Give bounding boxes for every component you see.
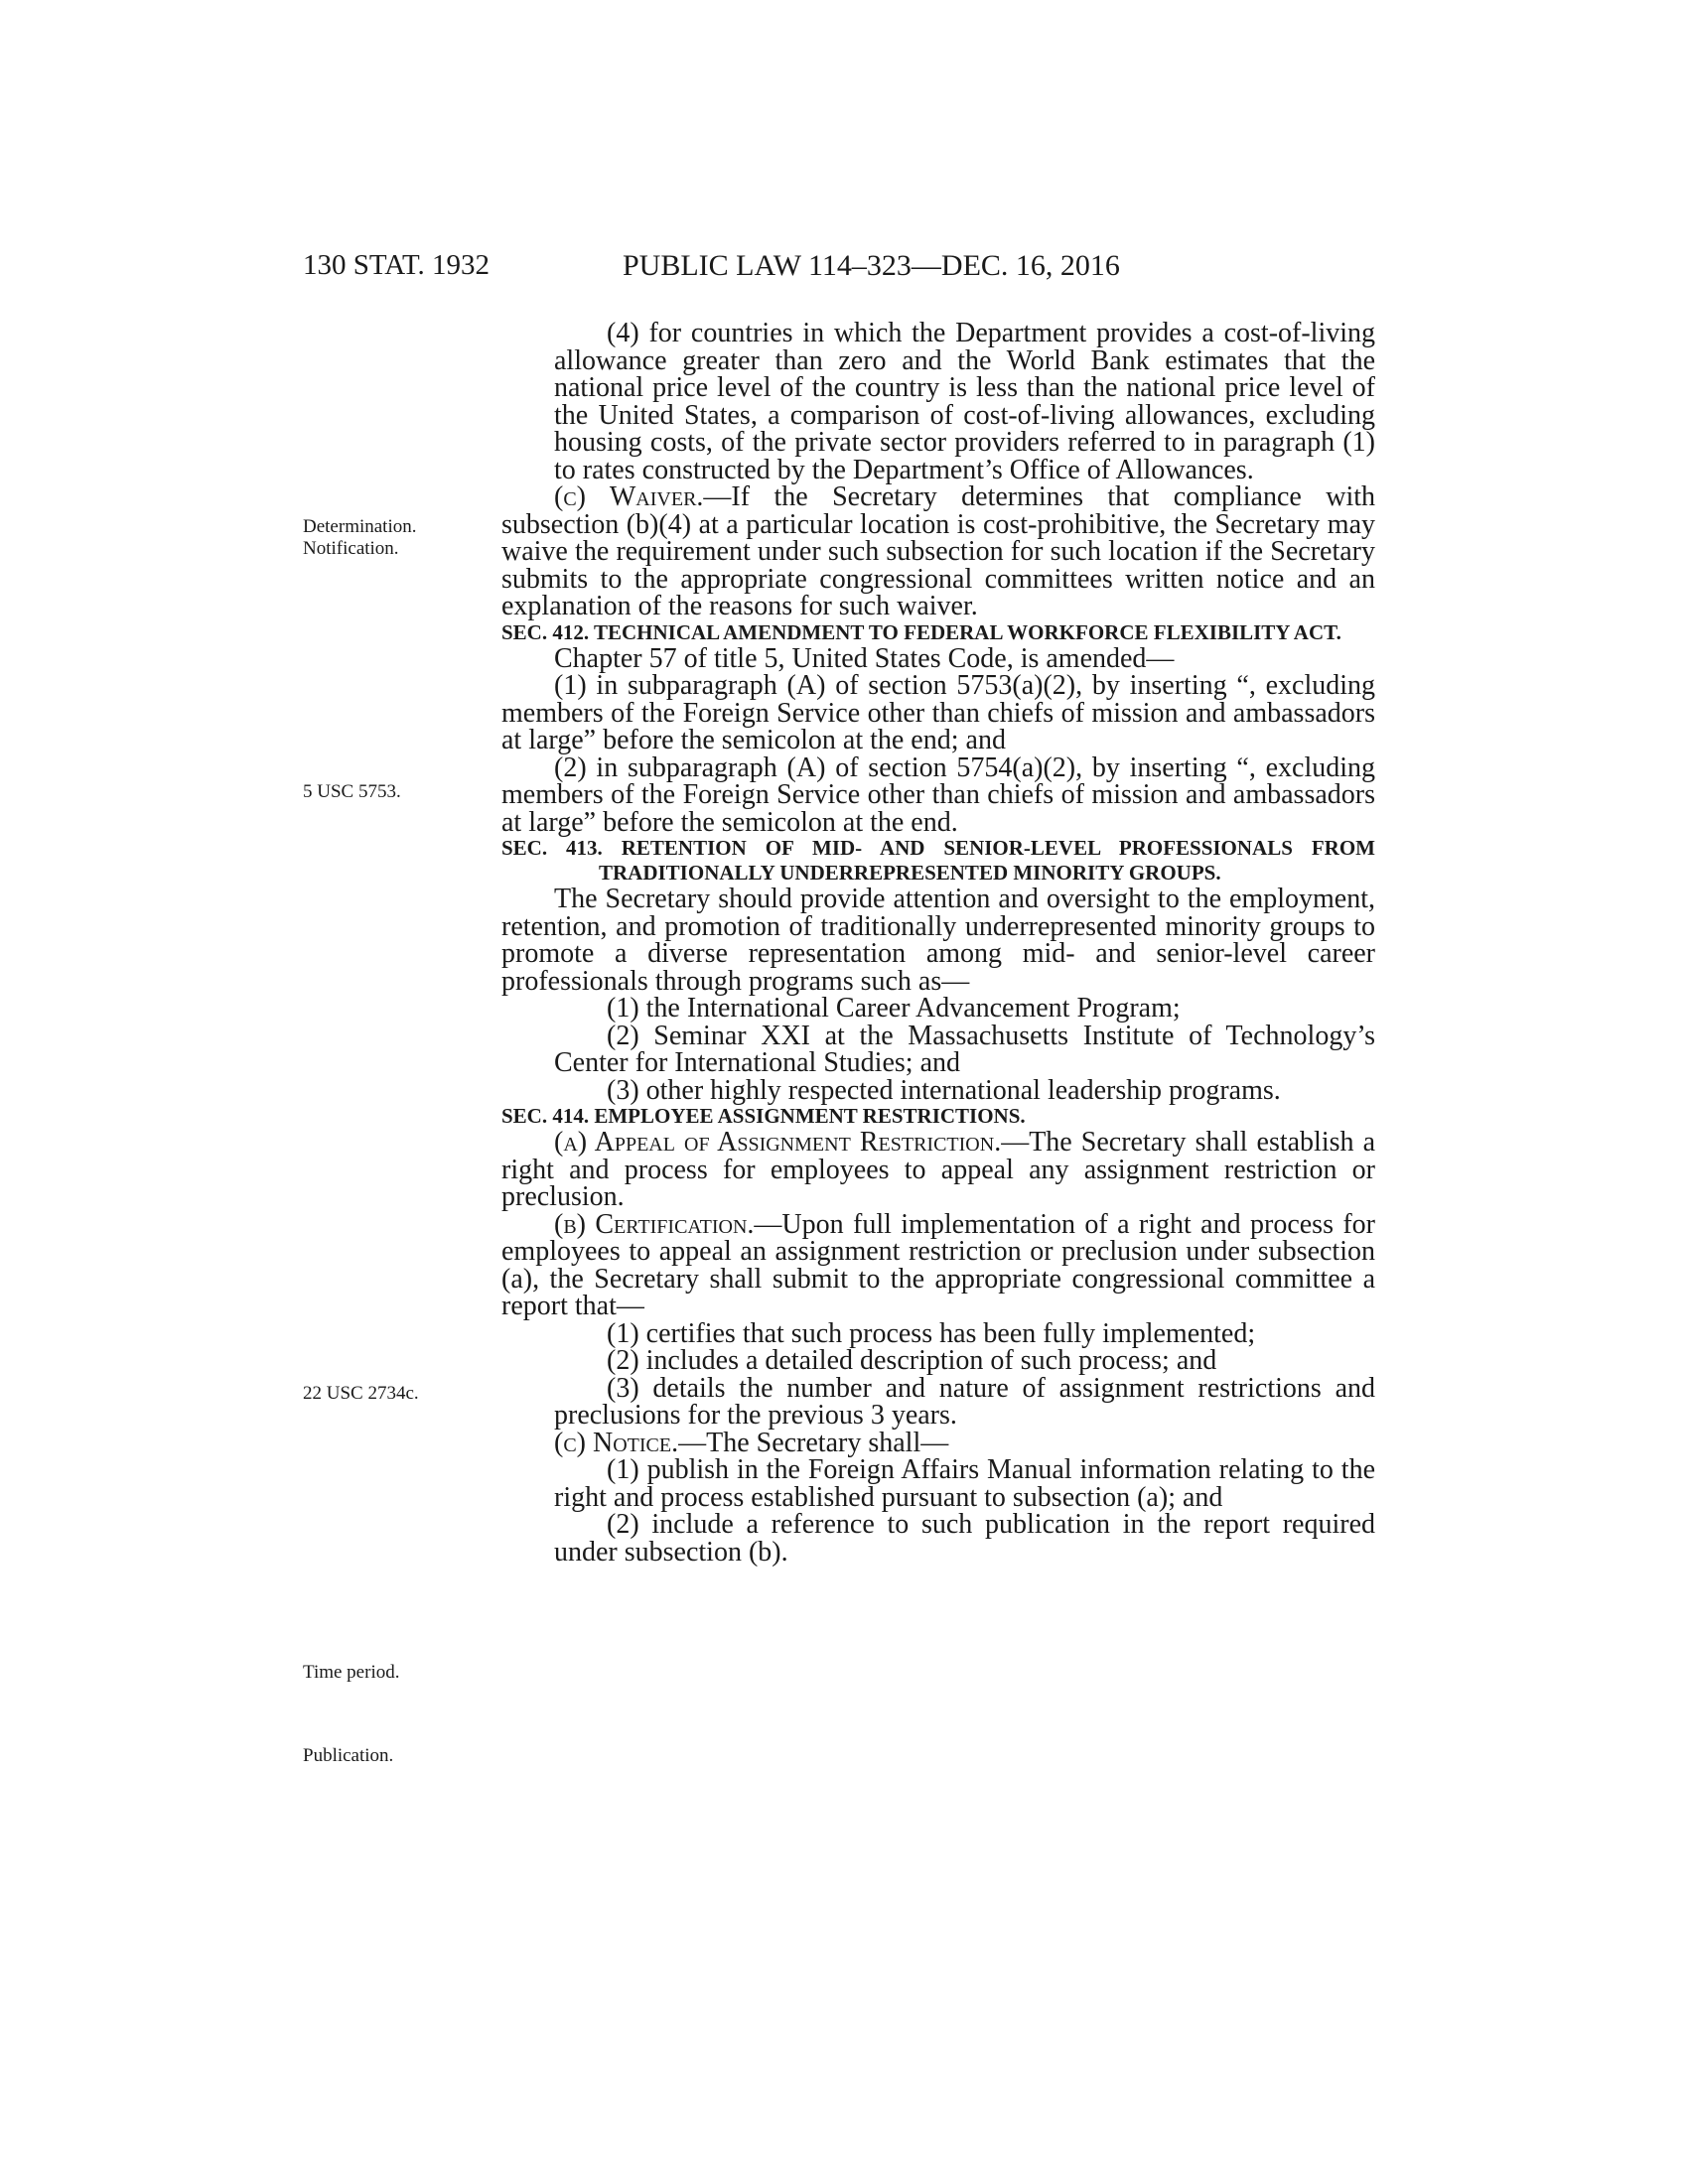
section-414-b xyxy=(501,1208,1376,1321)
section-414-heading: SEC. 414. EMPLOYEE ASSIGNMENT RESTRICTIONS. xyxy=(501,1104,1026,1128)
section-414-a-text: —The Secretary shall establish a right and process for employees to appeal any assignment restriction or preclusion. xyxy=(501,1127,1375,1212)
waiver-text: —If the Secretary determines that compliance with subsection (b)(4) at a particular location is cost-prohibitive, the Secretary may waive the requirement under such subsection for such location if the Secretary submits to the appropriate congressional committees written notice and an explanation of the reasons for such waiver. xyxy=(501,481,1376,621)
paragraph-4: (4) for countries in which the Department provides a cost-of-living allowance greater than zero and the World Bank estimates that the national price level of the country is less than the national price level of the United States, a comparison of cost-of-living allowances, excluding housing costs, of the private sector providers referred to in paragraph (1) to rates constructed by the Department’s Office of Allowances. xyxy=(554,318,1375,485)
subsection-c-waiver xyxy=(501,483,1375,620)
margin-note-publication: Publication. xyxy=(303,1745,394,1766)
page-number: 130 STAT. 1932 xyxy=(303,249,491,281)
section-414-b-item-3: (3) details the number and nature of assignment restrictions and preclusions for the previous 3 years. xyxy=(554,1372,1375,1431)
section-414-c-text: —The Secretary shall— xyxy=(678,1427,949,1458)
section-413-intro: The Secretary should provide attention and oversight to the employment, retention, and promotion of traditionally underrepresented minority groups to promote a diverse representation among mid- and senior-level career professionals through programs such as— xyxy=(501,884,1375,997)
section-412-item-2: (2) in subparagraph (A) of section 5754(a)(2), by inserting “, excluding members of the Foreign Service other than chiefs of mission and ambassadors at large” before the semicolon at the end. xyxy=(501,751,1375,838)
section-413-item-1: (1) the International Career Advancement Program; xyxy=(607,993,1181,1024)
section-414-c-item-2: (2) include a reference to such publication in the report required under subsection (b). xyxy=(554,1509,1375,1568)
section-414-b-item-2: (2) includes a detailed description of such process; and xyxy=(607,1345,1217,1376)
section-414-c-heading: (c) Notice. xyxy=(554,1427,679,1458)
waiver-heading: (c) Waiver. xyxy=(554,481,704,512)
section-414-a xyxy=(501,1129,1375,1211)
section-412-item-1: (1) in subparagraph (A) of section 5753(a)(2), by inserting “, excluding members of the Foreign Service other than chiefs of mission and ambassadors at large” before the semicolon at the end; and xyxy=(501,670,1375,755)
section-412-heading: SEC. 412. TECHNICAL AMENDMENT TO FEDERAL WORKFORCE FLEXIBILITY ACT. xyxy=(501,619,1341,644)
section-414-b-heading: (b) Certification. xyxy=(554,1208,755,1240)
section-413-heading: SEC. 413. RETENTION OF MID- AND SENIOR-LEVEL PROFESSIONALS FROM TRADITIONALLY UNDERREPRESENTED MINORITY GROUPS. xyxy=(501,836,1375,885)
section-414-a-heading: (a) Appeal of Assignment Restriction. xyxy=(554,1127,1002,1158)
margin-note-notification: Notification. xyxy=(303,538,399,559)
document-body xyxy=(501,320,1375,1566)
page-header xyxy=(303,249,1375,289)
section-413-item-3: (3) other highly respected international leadership programs. xyxy=(607,1074,1281,1106)
section-414-c-item-1: (1) publish in the Foreign Affairs Manual information relating to the right and process established pursuant to subsection (a); and xyxy=(554,1454,1375,1513)
margin-note-usc-5753: 5 USC 5753. xyxy=(303,781,401,802)
running-head: PUBLIC LAW 114–323—DEC. 16, 2016 xyxy=(623,249,1120,282)
section-413-item-2: (2) Seminar XXI at the Massachusetts Institute of Technology’s Center for International Studies; and xyxy=(554,1020,1375,1078)
margin-note-usc-2734c: 22 USC 2734c. xyxy=(303,1383,419,1404)
margin-note-determination: Determination. xyxy=(303,516,417,537)
margin-note-time-period: Time period. xyxy=(303,1662,400,1683)
section-412-intro: Chapter 57 of title 5, United States Code, is amended— xyxy=(554,642,1175,674)
section-414-b-text: —Upon full implementation of a right and process for employees to appeal an assignment restriction or preclusion under subsection (a), the Secretary shall submit to the appropriate congressional committee a report that— xyxy=(501,1208,1376,1321)
section-414-c xyxy=(501,1427,1375,1458)
section-414-b-item-1: (1) certifies that such process has been fully implemented; xyxy=(607,1317,1256,1349)
